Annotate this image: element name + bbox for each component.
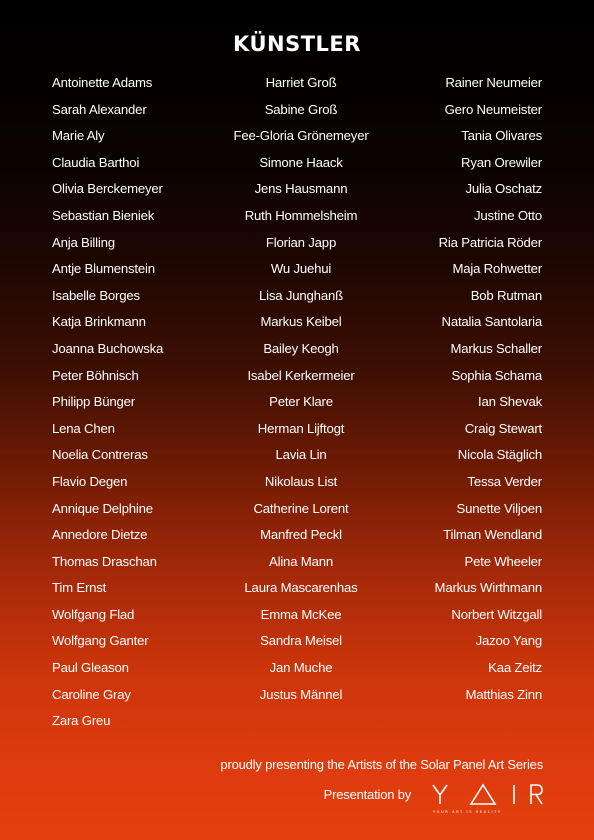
artist-name: Paul Gleason — [52, 660, 129, 676]
artist-name: Emma McKee — [260, 606, 342, 622]
logo-letter-y — [433, 785, 447, 804]
logo-letter-r — [531, 785, 542, 804]
artist-name: Sabine Groß — [264, 101, 338, 117]
artist-name: Sandra Meisel — [260, 633, 342, 649]
artist-name: Markus Wirthmann — [434, 580, 542, 596]
artist-name: Joanna Buchowska — [52, 340, 164, 356]
logo-triangle — [471, 785, 495, 804]
artist-name: Manfred Peckl — [260, 527, 342, 543]
artist-name: Isabel Kerkermeier — [247, 367, 355, 383]
artist-name: Wolfgang Flad — [52, 606, 135, 622]
artist-name: Markus Schaller — [450, 340, 542, 356]
artist-name: Simone Haack — [259, 154, 343, 170]
artist-name: Florian Japp — [265, 234, 337, 250]
artist-name: Jan Muche — [269, 660, 333, 676]
artist-name: Philipp Bünger — [52, 394, 135, 410]
artist-name: Antoinette Adams — [52, 75, 153, 90]
artist-name: Antje Blumenstein — [52, 261, 155, 277]
artist-name: Nikolaus List — [264, 473, 338, 489]
artist-name: Claudia Barthoi — [52, 154, 140, 170]
artist-name: Matthias Zinn — [465, 686, 542, 702]
presented-by-label: Presentation by — [323, 787, 411, 802]
artist-name: Sarah Alexander — [52, 101, 147, 117]
artist-name: Marie Aly — [52, 128, 105, 144]
artist-name: Jazoo Yang — [475, 633, 542, 649]
yair-logo — [431, 783, 543, 815]
artist-name: Thomas Draschan — [52, 553, 157, 569]
tagline: proudly presenting the Artists of the Solar Panel Art Series — [220, 757, 543, 772]
artist-name: Sophia Schama — [451, 367, 542, 383]
artist-name: Wu Juehui — [270, 261, 332, 277]
artist-name: Herman Lijftogt — [257, 420, 345, 436]
artist-name: Tim Ernst — [52, 580, 107, 596]
artist-name: Norbert Witzgall — [451, 606, 542, 622]
artist-name: Zara Greu — [52, 713, 111, 729]
artist-name: Lavia Lin — [275, 447, 327, 463]
artist-name: Anja Billing — [52, 234, 115, 250]
artist-name: Laura Mascarenhas — [244, 580, 358, 596]
artist-name: Bailey Keogh — [263, 340, 339, 356]
artist-name: Tania Olivares — [461, 128, 542, 144]
artist-name: Justus Männel — [259, 686, 343, 702]
artist-name: Ria Patricia Röder — [438, 234, 542, 250]
artist-name: Sebastian Bieniek — [52, 207, 155, 223]
artist-name: Craig Stewart — [464, 420, 542, 436]
artist-name: Justine Otto — [474, 207, 542, 223]
artist-name: Julia Oschatz — [465, 181, 542, 197]
artist-name: Sunette Viljoen — [456, 500, 542, 516]
artist-name: Lisa Junghanß — [259, 287, 343, 303]
artist-name: Ryan Orewiler — [461, 154, 542, 170]
artist-name: Jens Hausmann — [254, 181, 348, 197]
artist-name: Natalia Santolaria — [441, 314, 542, 330]
artist-name: Catherine Lorent — [253, 500, 349, 516]
artist-column-middle — [200, 73, 402, 711]
artist-name: Bob Rutman — [470, 287, 542, 303]
artist-name: Tilman Wendland — [443, 527, 542, 543]
artist-name: Caroline Gray — [52, 686, 131, 702]
artist-name: Noelia Contreras — [52, 447, 148, 463]
artist-name: Katja Brinkmann — [52, 314, 146, 330]
artist-name: Kaa Zeitz — [488, 660, 542, 676]
page-title: KÜNSTLER — [233, 32, 361, 56]
artist-name: Nicola Stäglich — [457, 447, 542, 463]
artist-column-left — [52, 73, 163, 738]
artist-name: Annique Delphine — [52, 500, 153, 516]
artist-name: Annedore Dietze — [52, 527, 148, 543]
artist-name: Harriet Groß — [265, 75, 337, 90]
artist-name: Alina Mann — [269, 553, 333, 569]
artist-name: Gero Neumeister — [444, 101, 542, 117]
artist-name: Tessa Verder — [467, 473, 542, 489]
artist-column-right — [435, 73, 542, 711]
artist-name: Wolfgang Ganter — [52, 633, 149, 649]
artist-name: Lena Chen — [52, 420, 115, 436]
artist-name: Markus Keibel — [260, 314, 342, 330]
artist-name: Olivia Berckemeyer — [52, 181, 163, 197]
artist-name: Peter Böhnisch — [52, 367, 139, 383]
logo-slogan: YOUR ART IS REALITY — [433, 810, 502, 814]
artist-name: Rainer Neumeier — [445, 75, 542, 90]
artist-name: Isabelle Borges — [52, 287, 140, 303]
artist-name: Maja Rohwetter — [452, 261, 542, 277]
artist-name: Peter Klare — [269, 394, 333, 410]
artist-name: Ian Shevak — [478, 394, 542, 410]
artist-name: Ruth Hommelsheim — [244, 207, 358, 223]
artist-name: Pete Wheeler — [464, 553, 542, 569]
artist-name: Fee-Gloria Grönemeyer — [233, 128, 369, 144]
artist-name: Flavio Degen — [52, 473, 128, 489]
